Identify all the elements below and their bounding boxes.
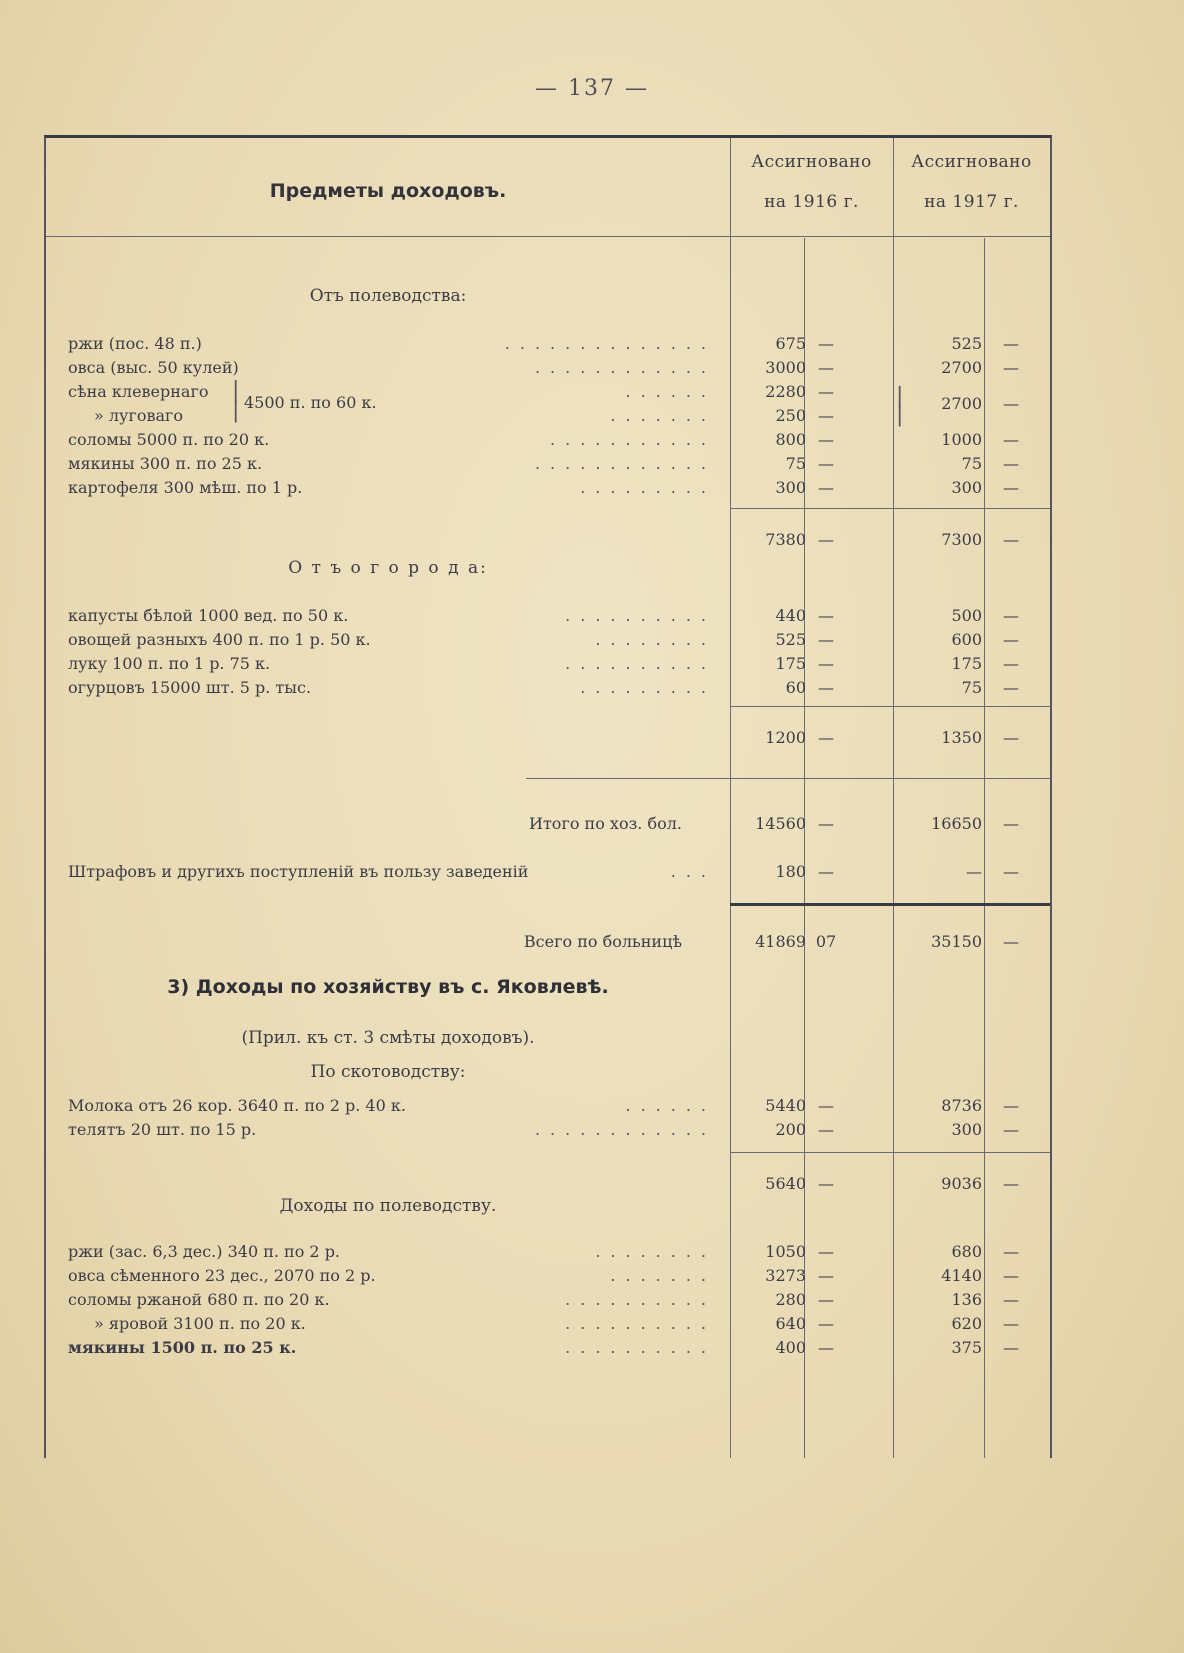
table-row: картофеля 300 мѣш. по 1 р. ......... 300 — 300 —: [68, 478, 1019, 497]
header-1916: Ассигновано на 1916 г.: [751, 152, 872, 212]
table-row: » луговаго ....... 250 —: [94, 406, 834, 425]
brace-icon: |: [896, 384, 904, 409]
hay-note: 4500 п. по 60 к.: [244, 393, 377, 412]
total-rule: [526, 778, 1050, 779]
field-income-heading: Доходы по полеводству.: [279, 1196, 497, 1216]
table-row: ржи (пос. 48 п.) .............. 675 — 525 —: [68, 334, 1019, 353]
subtotal-row: 7380 — 7300 —: [765, 530, 1019, 549]
brace-icon: |: [896, 402, 904, 427]
subtotal-rule: [730, 706, 1050, 707]
subtotal-rule: [730, 1152, 1050, 1153]
table-row: соломы ржаной 680 п. по 20 к. .......... 280 — 136 —: [68, 1290, 1019, 1309]
header-1917: Ассигновано на 1917 г.: [911, 152, 1032, 212]
table-row: капусты бѣлой 1000 вед. по 50 к. .......... 440 — 500 —: [68, 606, 1019, 625]
table-row: луку 100 п. по 1 р. 75 к. .......... 175 — 175 —: [68, 654, 1019, 673]
table-row: мякины 300 п. по 25 к. ............ 75 — 75 —: [68, 454, 1019, 473]
budget-table: [44, 135, 1052, 1458]
table-row: овса (выс. 50 кулей) ............ 3000 — 2700 —: [68, 358, 1019, 377]
brace-icon: |: [232, 378, 240, 403]
garden-heading: О т ъ о г о р о д а:: [288, 558, 488, 578]
brace-icon: |: [232, 398, 240, 423]
page-number: — 137 —: [535, 76, 649, 101]
subtotal-row: 1200 — 1350 —: [765, 728, 1019, 747]
total-household-row: Итого по хоз. бол. 14560 — 16650 —: [529, 814, 1019, 833]
section3-subtitle: (Прил. къ ст. 3 смѣты доходовъ).: [241, 1028, 535, 1048]
table-row: сѣна клевернаго 4500 п. по 60 к. ...... 2280 — 2700 —: [68, 382, 1019, 413]
table-row: телятъ 20 шт. по 15 р. ............ 200 — 300 —: [68, 1120, 1019, 1139]
section3-title: 3) Доходы по хозяйству въ с. Яковлевѣ.: [167, 976, 609, 998]
header-rule: [46, 236, 1050, 237]
table-row: соломы 5000 п. по 20 к. ........... 800 — 1000 —: [68, 430, 1019, 449]
table-row: овса сѣменного 23 дес., 2070 по 2 р. ....... 3273 — 4140 —: [68, 1266, 1019, 1285]
subtotal-rule: [730, 508, 1050, 509]
fines-row: Штрафовъ и другихъ поступленій въ пользу заведеній ... 180 — — —: [68, 862, 1019, 881]
table-row: Молока отъ 26 кор. 3640 п. по 2 р. 40 к. ...... 5440 — 8736 —: [68, 1096, 1019, 1115]
header-title: Предметы доходовъ.: [269, 180, 507, 202]
field-heading: Отъ полеводства:: [309, 286, 467, 306]
cattle-heading: По скотоводству:: [310, 1062, 466, 1082]
table-row: » яровой 3100 п. по 20 к. .......... 640 — 620 —: [94, 1314, 1019, 1333]
grand-total-rule: [730, 903, 1050, 906]
total-hospital-row: Всего по больницѣ 41869 07 35150 —: [523, 932, 1019, 951]
subtotal-row: 5640 — 9036 —: [765, 1174, 1019, 1193]
table-row: ржи (зас. 6,3 дес.) 340 п. по 2 р. ........ 1050 — 680 —: [68, 1242, 1019, 1261]
table-row: мякины 1500 п. по 25 к. .......... 400 — 375 —: [68, 1338, 1019, 1357]
table-row: огурцовъ 15000 шт. 5 р. тыс. ......... 60 — 75 —: [68, 678, 1019, 697]
table-row: овощей разныхъ 400 п. по 1 р. 50 к. ........ 525 — 600 —: [68, 630, 1019, 649]
